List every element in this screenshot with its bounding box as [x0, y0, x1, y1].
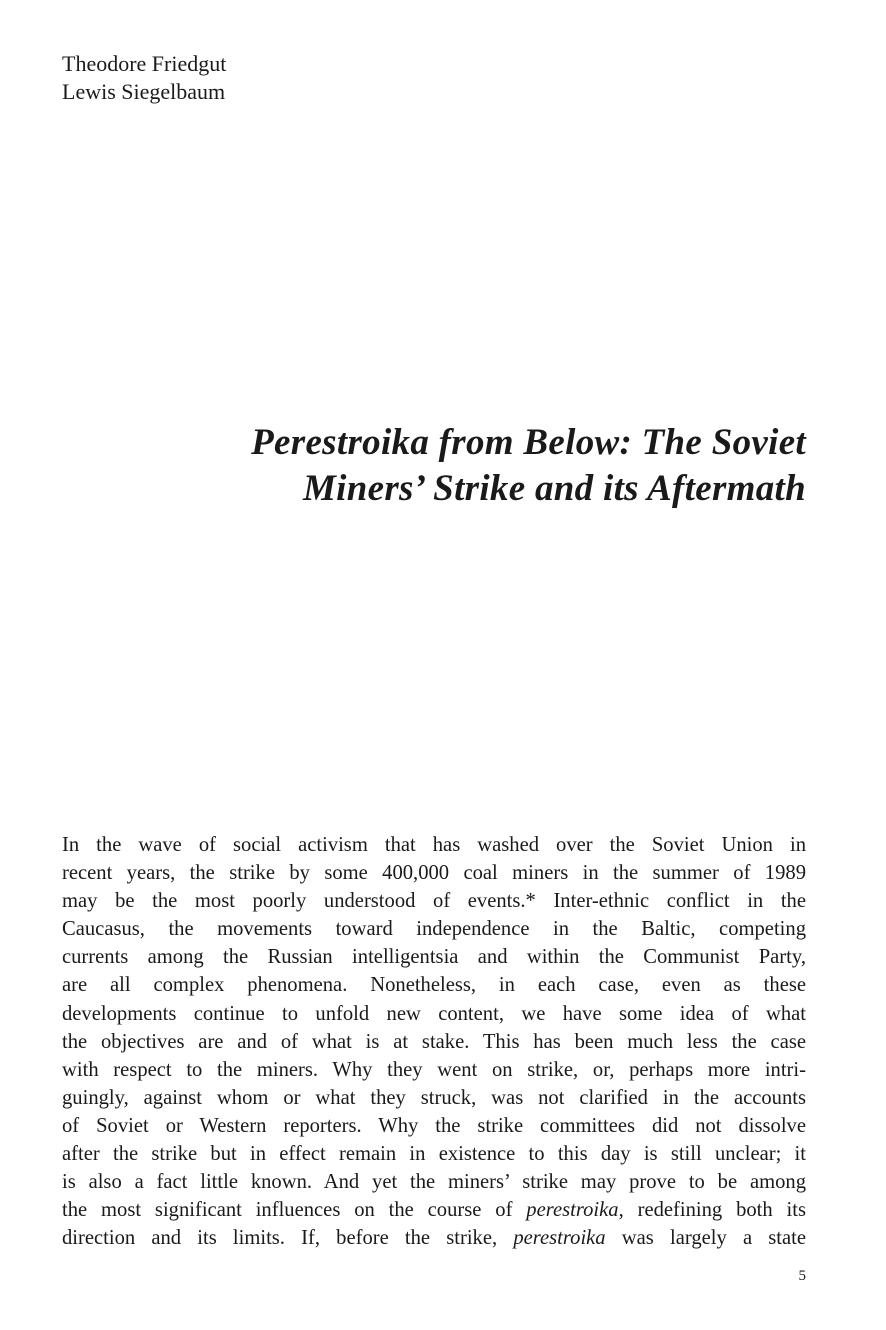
authors-block [62, 50, 226, 106]
text-line: the objectives are and of what is at stake. This has been much less the case [62, 1030, 806, 1053]
text-line: after the strike but in effect remain in existence to this day is still unclear; it [62, 1143, 806, 1166]
article-title [150, 420, 806, 512]
text-line [62, 1224, 806, 1252]
text-line: In the wave of social activism that has washed over the Soviet Union in [62, 834, 806, 856]
body-paragraph [62, 831, 806, 1252]
text-line [62, 1196, 806, 1224]
text-segment: the most significant influences on the course of [62, 1199, 513, 1222]
text-line: guingly, against whom or what they struck, was not clarified in the accounts [62, 1086, 806, 1109]
text-line: is also a fact little known. And yet the miners’ strike may prove to be among [62, 1171, 806, 1194]
title-line: Perestroika from Below: The Soviet [251, 422, 806, 463]
title-line: Miners’ Strike and its Aftermath [302, 468, 806, 509]
text-line: are all complex phenomena. Nonetheless, in each case, even as these [62, 974, 806, 997]
text-segment: direction and its limits. If, before the strike, [62, 1227, 498, 1250]
text-line: with respect to the miners. Why they went on strike, or, perhaps more intri- [62, 1058, 806, 1081]
page-number: 5 [798, 1268, 806, 1284]
text-segment: was largely a state [621, 1227, 806, 1250]
text-segment: , redefining both its [618, 1199, 806, 1222]
italic-term: perestroika [513, 1227, 606, 1250]
text-line: developments continue to unfold new content, we have some idea of what [62, 1002, 806, 1025]
author-name: Lewis Siegelbaum [62, 79, 226, 104]
text-line: recent years, the strike by some 400,000 coal miners in the summer of 1989 [62, 862, 806, 885]
italic-term: perestroika [526, 1199, 619, 1222]
text-line: of Soviet or Western reporters. Why the strike committees did not dissolve [62, 1114, 806, 1137]
text-line: Caucasus, the movements toward independence in the Baltic, competing [62, 918, 806, 941]
text-line: currents among the Russian intelligentsia and within the Communist Party, [62, 946, 806, 969]
text-line: may be the most poorly understood of events.* Inter-ethnic conflict in the [62, 890, 806, 913]
author-name: Theodore Friedgut [62, 51, 227, 76]
